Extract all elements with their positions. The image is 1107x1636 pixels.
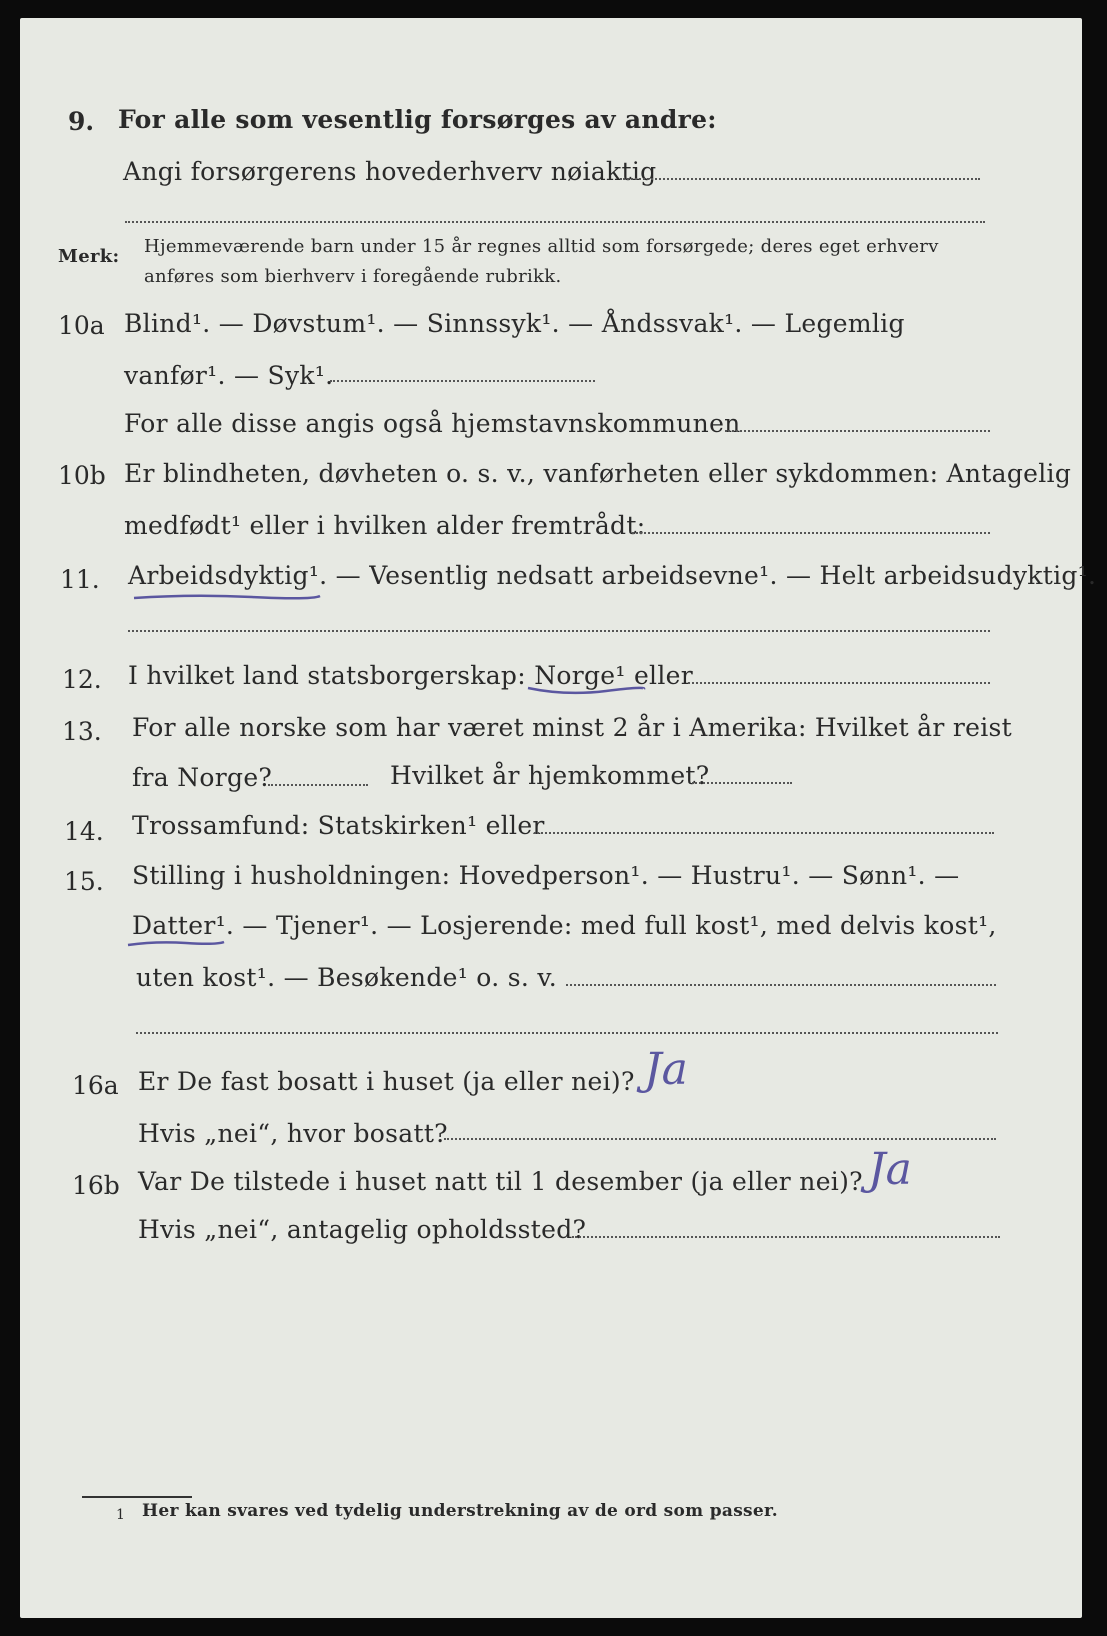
q15-number: 15.: [64, 867, 104, 896]
q15-answer-field-2[interactable]: [136, 1032, 998, 1034]
q13-number: 13.: [62, 717, 102, 746]
q10b-answer-field[interactable]: [632, 532, 990, 534]
q12-number: 12.: [62, 665, 102, 694]
q10b-line1: Er blindheten, døvheten o. s. v., vanførheten eller sykdommen: Antagelig: [124, 459, 1072, 488]
q13-year-returned-field[interactable]: [692, 782, 792, 784]
q16b-handwritten-answer: Ja: [868, 1144, 912, 1195]
q9-line1: For alle som vesentlig forsørges av andre:: [118, 105, 717, 134]
q10a-line2: vanfør¹. — Syk¹.: [124, 361, 334, 390]
q12-answer-field[interactable]: [688, 682, 990, 684]
q12-ink-underline: [526, 684, 646, 696]
q15-ink-underline: [126, 938, 226, 950]
q16b-number: 16b: [72, 1171, 120, 1200]
q10a-line1: Blind¹. — Døvstum¹. — Sinnssyk¹. — Åndssvak¹. — Legemlig: [124, 309, 905, 338]
q16a-residence-field[interactable]: [444, 1138, 996, 1140]
q16b-line1: Var De tilstede i huset natt til 1 desember (ja eller nei)?: [138, 1167, 863, 1196]
q16b-stay-field[interactable]: [572, 1236, 1000, 1238]
q11-line1: Arbeidsdyktig¹. — Vesentlig nedsatt arbeidsevne¹. — Helt arbeidsudyktig¹.: [128, 561, 1097, 590]
q16a-handwritten-answer: Ja: [644, 1044, 688, 1095]
merk-line2: anføres som bierhverv i foregående rubrikk.: [144, 266, 562, 287]
q14-number: 14.: [64, 817, 104, 846]
q11-answer-field[interactable]: [128, 630, 990, 632]
q13-year-left-field[interactable]: [268, 784, 368, 786]
q13-line2a: fra Norge?: [132, 763, 273, 792]
q15-line3: uten kost¹. — Besøkende¹ o. s. v.: [136, 963, 558, 992]
q9-answer-field-2[interactable]: [125, 221, 985, 223]
q9-answer-field[interactable]: [620, 178, 980, 180]
q11-ink-underline: [132, 592, 322, 602]
q11-number: 11.: [60, 565, 100, 594]
q10a-number: 10a: [58, 311, 105, 340]
q16b-line2: Hvis „nei“, antagelig opholdssted?: [138, 1215, 587, 1244]
merk-line1: Hjemmeværende barn under 15 år regnes alltid som forsørgede; deres eget erhverv: [144, 236, 939, 257]
q9-number: 9.: [68, 107, 95, 136]
q13-line2b: Hvilket år hjemkommet?: [390, 761, 710, 790]
q10a-answer-field[interactable]: [330, 380, 595, 382]
q16a-line1: Er De fast bosatt i huset (ja eller nei)?: [138, 1067, 635, 1096]
q10a-line3: For alle disse angis også hjemstavnskommunen: [124, 409, 741, 438]
q15-line1: Stilling i husholdningen: Hovedperson¹. — Hustru¹. — Sønn¹. —: [132, 861, 960, 890]
footnote-mark: 1: [116, 1507, 126, 1523]
merk-label: Merk:: [58, 246, 120, 267]
q10b-line2: medfødt¹ eller i hvilken alder fremtrådt:: [124, 511, 646, 540]
q13-line1: For alle norske som har været minst 2 år i Amerika: Hvilket år reist: [132, 713, 1013, 742]
q14-answer-field[interactable]: [534, 832, 994, 834]
q9-line2: Angi forsørgerens hovederhverv nøiaktig: [123, 157, 657, 186]
q10b-number: 10b: [58, 461, 106, 490]
q16a-line2: Hvis „nei“, hvor bosatt?: [138, 1119, 448, 1148]
q12-line1: I hvilket land statsborgerskap: Norge¹ eller: [128, 661, 693, 690]
q16a-number: 16a: [72, 1071, 119, 1100]
q15-answer-field[interactable]: [566, 984, 996, 986]
q10a-kommune-field[interactable]: [725, 430, 990, 432]
q14-line1: Trossamfund: Statskirken¹ eller: [132, 811, 545, 840]
census-form-page: [20, 18, 1097, 1618]
footnote-text: Her kan svares ved tydelig understrekning av de ord som passer.: [142, 1501, 778, 1521]
q15-line2: Datter¹. — Tjener¹. — Losjerende: med full kost¹, med delvis kost¹,: [132, 911, 997, 940]
